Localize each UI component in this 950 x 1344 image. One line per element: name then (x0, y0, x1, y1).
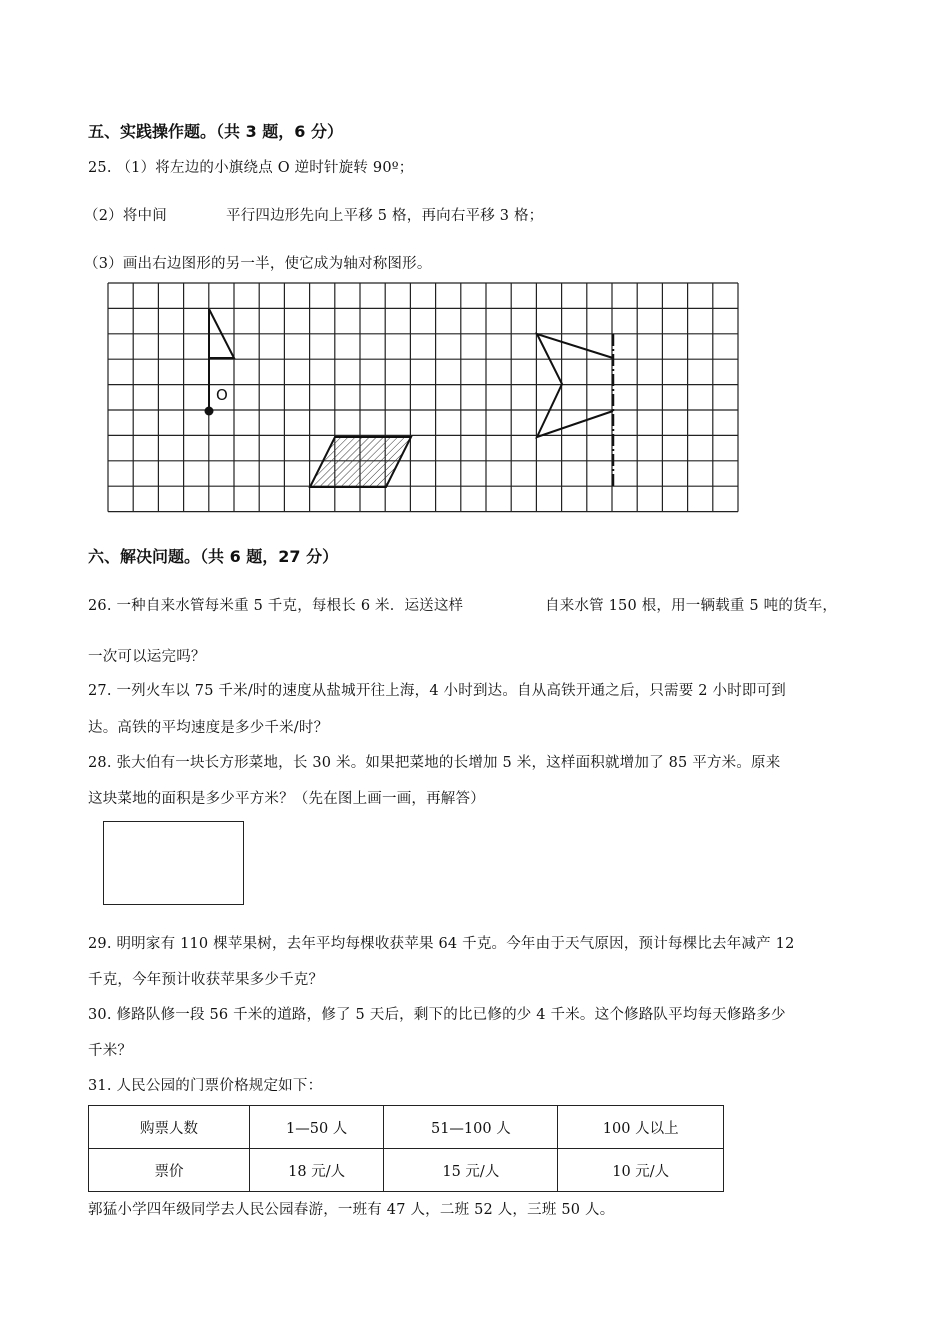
ticket-price-table (88, 1105, 724, 1192)
q25-line-2b: 平行四边形先向上平移 5 格，再向右平移 3 格； (226, 208, 544, 224)
hatched-parallelogram (310, 437, 411, 487)
q29-line-1: 29. 明明家有 110 棵苹果树，去年平均每棵收获苹果 64 千克。今年由于天气原因，预计每棵比去年减产 12 (88, 936, 795, 952)
table-cell: 18 元/人 (250, 1149, 384, 1192)
vegetable-plot-rectangle (103, 821, 244, 905)
q28-line-1: 28. 张大伯有一块长方形菜地，长 30 米。如果把菜地的长增加 5 米，这样面积就增加了 85 平方米。原来 (88, 755, 781, 771)
table-cell: 51—100 人 (384, 1106, 558, 1149)
table-cell: 10 元/人 (558, 1149, 724, 1192)
table-row (89, 1149, 724, 1192)
q27-line-1: 27. 一列火车以 75 千米/时的速度从盐城开往上海，4 小时到达。自从高铁开通之后，只需要 2 小时即可到 (88, 683, 786, 699)
table-cell: 购票人数 (89, 1106, 250, 1149)
q25-line-2a: （2）将中间 (84, 208, 167, 224)
point-o-label: O (216, 386, 228, 404)
section-six-heading: 六、解决问题。（共 6 题，27 分） (88, 547, 339, 566)
q26-line-1a: 26. 一种自来水管每米重 5 千克，每根长 6 米．运送这样 (88, 598, 464, 614)
table-cell: 100 人以上 (558, 1106, 724, 1149)
table-cell: 1—50 人 (250, 1106, 384, 1149)
q30-line-1: 30. 修路队修一段 56 千米的道路，修了 5 天后，剩下的比已修的少 4 千米。这个修路队平均每天修路多少 (88, 1007, 786, 1023)
q31-line-1: 31. 人民公园的门票价格规定如下： (88, 1078, 323, 1094)
q29-line-2: 千克，今年预计收获苹果多少千克？ (88, 972, 324, 988)
half-symmetric-figure (537, 334, 613, 437)
table-cell: 15 元/人 (384, 1149, 558, 1192)
rotation-point-o (205, 407, 214, 416)
section-five-heading: 五、实践操作题。（共 3 题，6 分） (88, 122, 343, 141)
q28-line-2: 这块菜地的面积是多少平方米？（先在图上画一画，再解答） (88, 791, 485, 807)
q26-line-1b: 自来水管 150 根，用一辆载重 5 吨的货车， (545, 598, 838, 614)
q25-line-3: （3）画出右边图形的另一半，使它成为轴对称图形。 (84, 256, 432, 272)
table-cell: 票价 (89, 1149, 250, 1192)
table-row (89, 1106, 724, 1149)
q26-line-2: 一次可以运完吗？ (88, 649, 206, 665)
q31-line-2: 郭猛小学四年级同学去人民公园春游，一班有 47 人，二班 52 人，三班 50 人。 (88, 1202, 615, 1218)
grid-lines (108, 283, 738, 512)
q30-line-2: 千米？ (88, 1043, 133, 1059)
q25-line-1: 25. （1）将左边的小旗绕点 O 逆时针旋转 90º； (88, 160, 414, 176)
q27-line-2: 达。高铁的平均速度是多少千米/时？ (88, 720, 329, 736)
